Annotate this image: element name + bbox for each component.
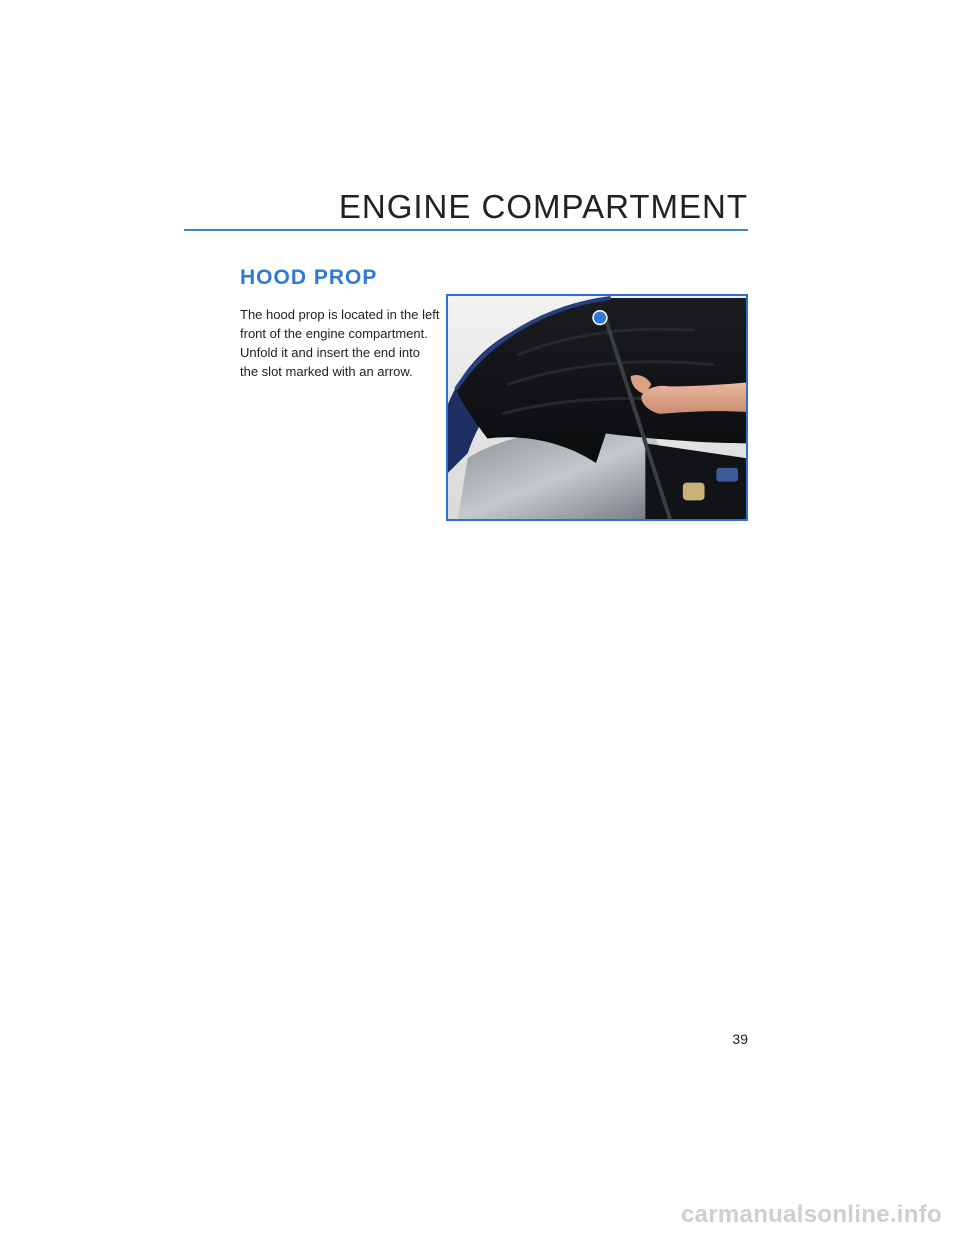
hood-prop-illustration [448,296,746,519]
section-heading: HOOD PROP [240,266,378,289]
hood-prop-description: The hood prop is located in the left front of the engine compartment. Unfold it and insert the end into the slot marked with an arrow. [240,307,440,379]
marker-icon [593,311,607,325]
page-number: 39 [732,1031,748,1047]
section-divider [184,229,748,231]
watermark: carmanualsonline.info [680,1201,942,1228]
hood-prop-photo [446,294,748,521]
section-title: ENGINE COMPARTMENT [338,188,748,225]
